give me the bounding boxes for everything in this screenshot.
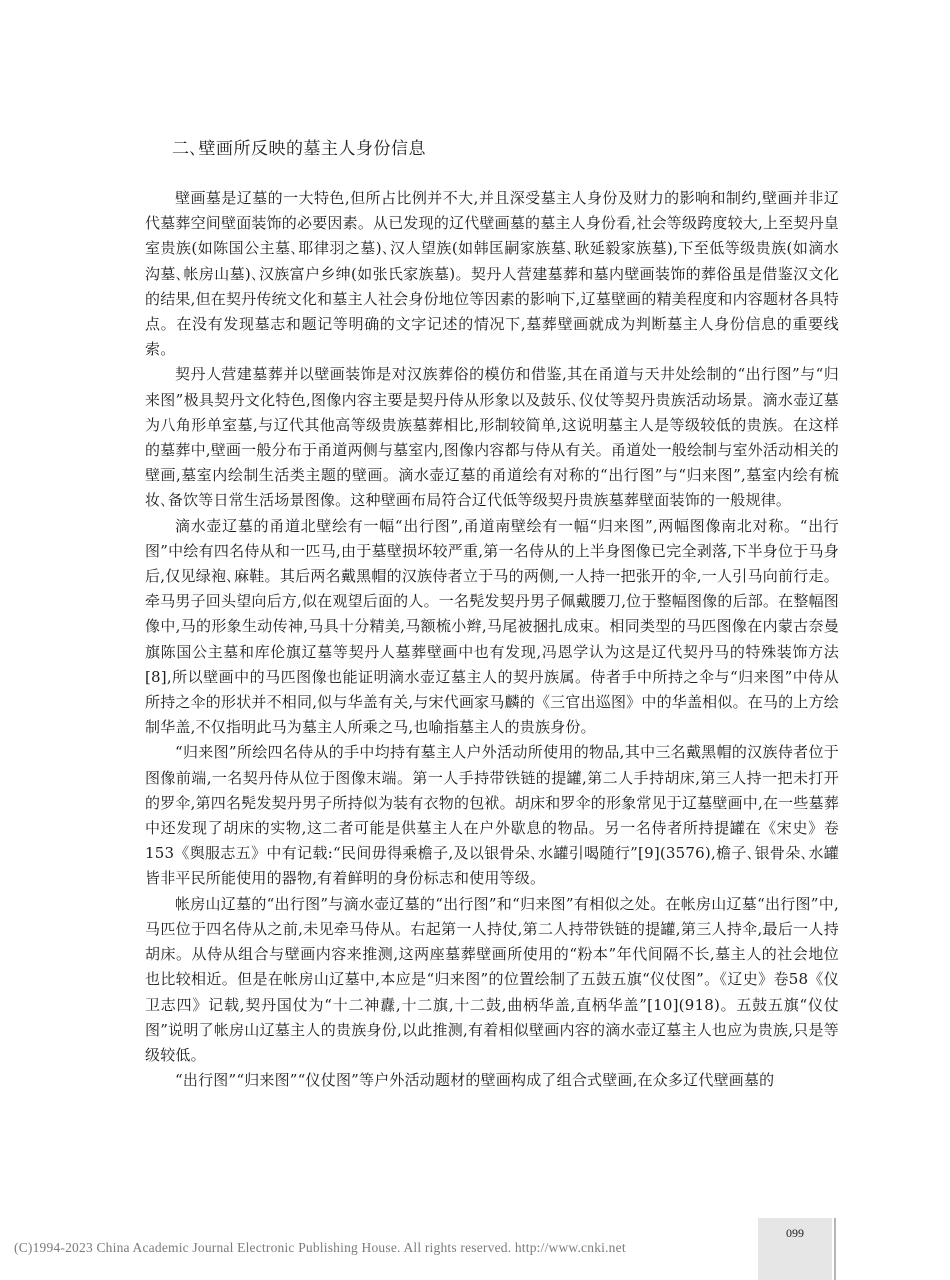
copyright-footer: (C)1994-2023 China Academic Journal Electronic Publishing House. All rights reserved. http://www.cnki.net <box>14 1240 626 1255</box>
article-body <box>145 186 839 1093</box>
page-number: 099 <box>786 1226 804 1240</box>
paragraph-1: 壁画墓是辽墓的一大特色,但所占比例并不大,并且深受墓主人身份及财力的影响和制约,壁画并非辽代墓葬空间壁面装饰的必要因素。从已发现的辽代壁画墓的墓主人身份看,社会等级跨度较大,上至契丹皇室贵族(如陈国公主墓､耶律羽之墓)､汉人望族(如韩匡嗣家族墓､耿延毅家族墓),下至低等级贵族(如滴水沟墓､帐房山墓)､汉族富户乡绅(如张氏家族墓)。契丹人营建墓葬和墓内壁画装饰的葬俗虽是借鉴汉文化的结果,但在契丹传统文化和墓主人社会身份地位等因素的影响下,辽墓壁画的精美程度和内容题材各具特点。在没有发现墓志和题记等明确的文字记述的情况下,墓葬壁画就成为判断墓主人身份信息的重要线索。 <box>145 189 839 359</box>
section-title: 二､壁画所反映的墓主人身份信息 <box>172 139 426 159</box>
paragraph-4: “归来图”所绘四名侍从的手中均持有墓主人户外活动所使用的物品,其中三名戴黑帽的汉族侍者位于图像前端,一名契丹侍从位于图像末端。第一人手持带铁链的提罐,第二人手持胡床,第三人持一把未打开的罗伞,第四名髡发契丹男子所持似为装有衣物的包袱。胡床和罗伞的形象常见于辽墓壁画中,在一些墓葬中还发现了胡床的实物,这二者可能是供墓主人在户外歇息的物品。另一名侍者所持提罐在《宋史》卷153《舆服志五》中有记载:“民间毋得乘檐子,及以银骨朵､水罐引喝随行”[9](3576),檐子､银骨朵､水罐皆非平民所能使用的器物,有着鲜明的身份标志和使用等级。 <box>145 743 839 888</box>
page-number-divider <box>834 1218 836 1280</box>
paragraph-3: 滴水壶辽墓的甬道北壁绘有一幅“出行图”,甬道南壁绘有一幅“归来图”,两幅图像南北对称。“出行图”中绘有四名侍从和一匹马,由于墓壁损坏较严重,第一名侍从的上半身图像已完全剥落,下半身位于马身后,仅见绿袍､麻鞋。其后两名戴黑帽的汉族侍者立于马的两侧,一人持一把张开的伞,一人引马向前行走。牵马男子回头望向后方,似在观望后面的人。一名髡发契丹男子佩戴腰刀,位于整幅图像的后部。在整幅图像中,马的形象生动传神,马具十分精美,马额梳小辫,马尾被捆扎成束。相同类型的马匹图像在内蒙古奈曼旗陈国公主墓和库伦旗辽墓等契丹人墓葬壁画中也有发现,冯恩学认为这是辽代契丹马的特殊装饰方法[8],所以壁画中的马匹图像也能证明滴水壶辽墓主人的契丹族属。侍者手中所持之伞与“归来图”中侍从所持之伞的形状并不相同,似与华盖有关,与宋代画家马麟的《三官出巡图》中的华盖相似。在马的上方绘制华盖,不仅指明此马为墓主人所乘之马,也喻指墓主人的贵族身份。 <box>145 516 839 737</box>
paragraph-6: “出行图”“归来图”“仪仗图”等户外活动题材的壁画构成了组合式壁画,在众多辽代壁画墓的 <box>175 1071 775 1090</box>
paragraph-2: 契丹人营建墓葬并以壁画装饰是对汉族葬俗的模仿和借鉴,其在甬道与天井处绘制的“出行图”与“归来图”极具契丹文化特色,图像内容主要是契丹侍从形象以及鼓乐､仪仗等契丹贵族活动场景。滴水壶辽墓为八角形单室墓,与辽代其他高等级贵族墓葬相比,形制较简单,这说明墓主人是等级较低的贵族。在这样的墓葬中,壁画一般分布于甬道两侧与墓室内,图像内容都与侍从有关。甬道处一般绘制与室外活动相关的壁画,墓室内绘制生活类主题的壁画。滴水壶辽墓的甬道绘有对称的“出行图”与“归来图”,墓室内绘有梳妆､备饮等日常生活场景图像。这种壁画布局符合辽代低等级契丹贵族墓葬壁面装饰的一般规律。 <box>145 365 839 510</box>
paragraph-5: 帐房山辽墓的“出行图”与滴水壶辽墓的“出行图”和“归来图”有相似之处。在帐房山辽墓“出行图”中,马匹位于四名侍从之前,未见牵马侍从。右起第一人持仗,第二人持带铁链的提罐,第三人持伞,最后一人持胡床。从侍从组合与壁画内容来推测,这两座墓葬壁画所使用的“粉本”年代间隔不长,墓主人的社会地位也比较相近。但是在帐房山辽墓中,本应是“归来图”的位置绘制了五鼓五旗“仪仗图”。《辽史》卷58《仪卫志四》记载,契丹国仗为“十二神纛,十二旗,十二鼓,曲柄华盖,直柄华盖”[10](918)。五鼓五旗“仪仗图”说明了帐房山辽墓主人的贵族身份,以此推测,有着相似壁画内容的滴水壶辽墓主人也应为贵族,只是等级较低。 <box>145 894 839 1064</box>
